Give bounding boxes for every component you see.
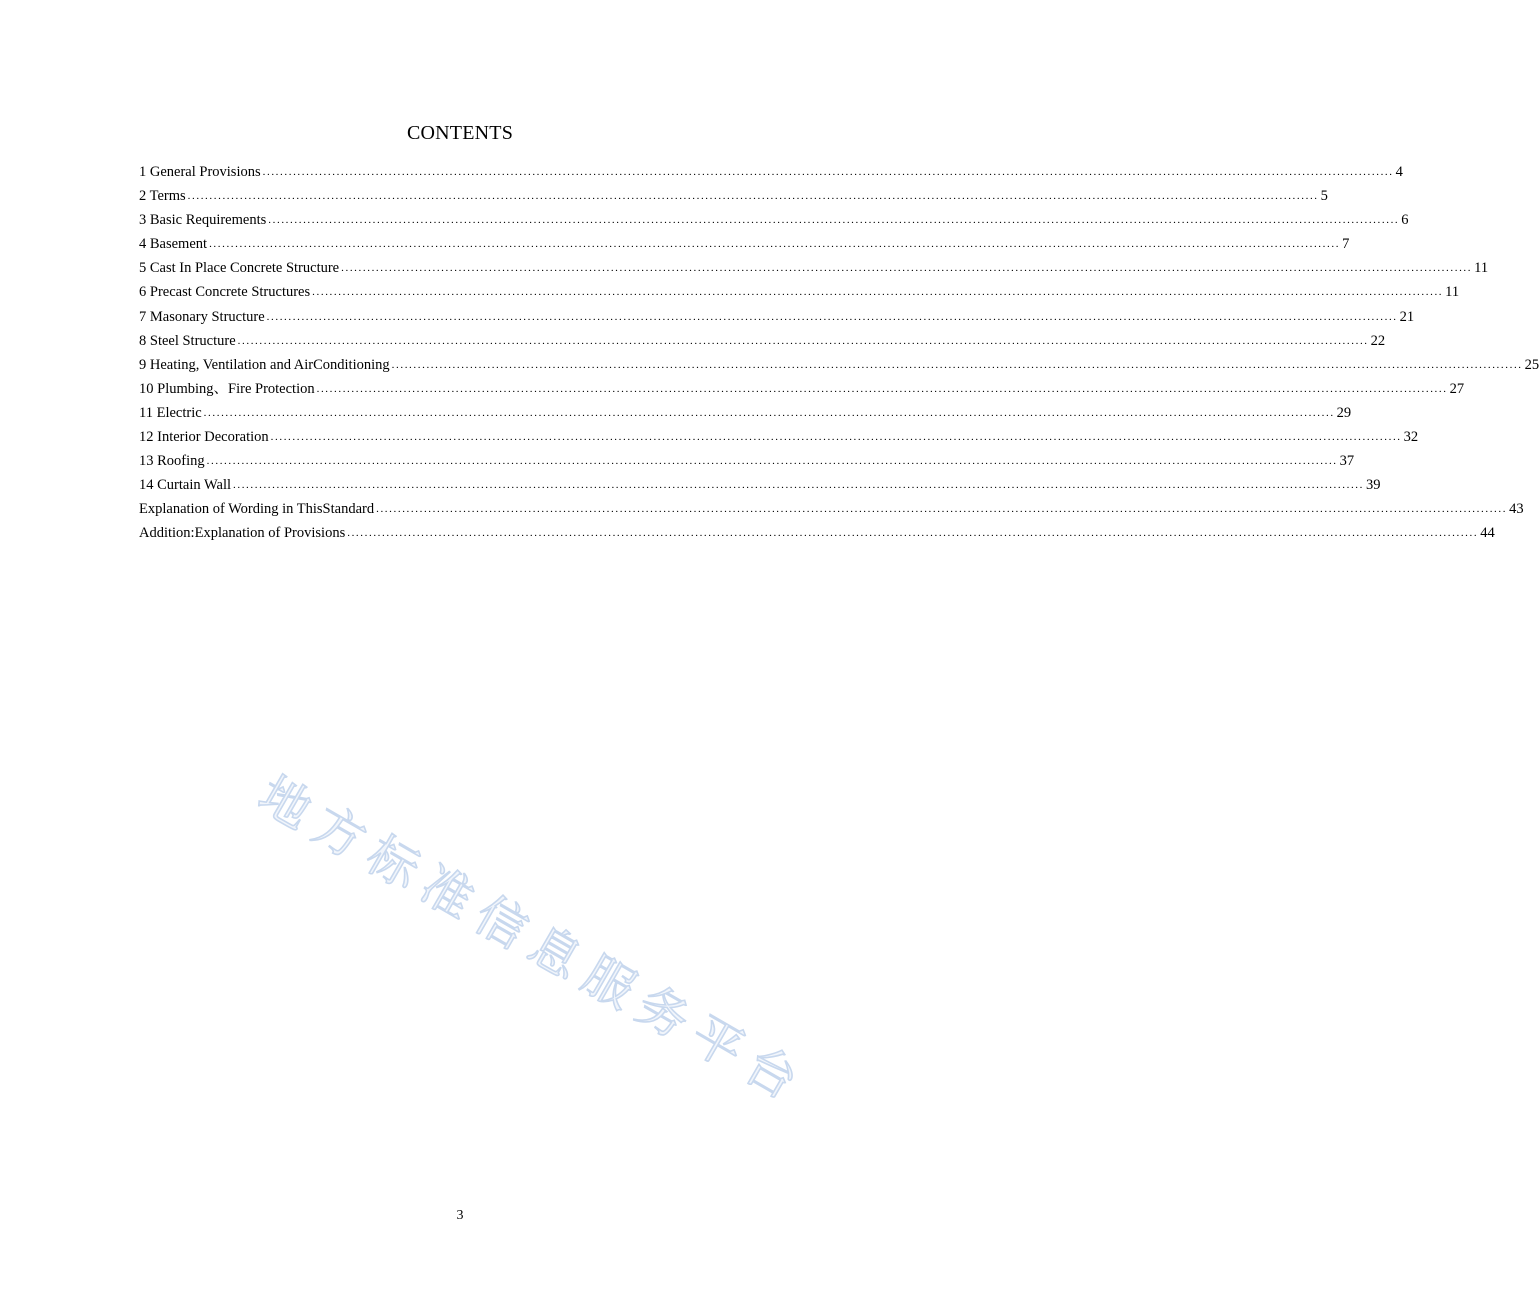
toc-entry-page: 43 bbox=[1509, 501, 1524, 518]
toc-entry-label: 10 Plumbing、Fire Protection bbox=[139, 380, 315, 397]
page-title: CONTENTS bbox=[406, 122, 514, 144]
toc-leader-dots: .................................................................................................................................................................................................................................................................... bbox=[347, 527, 1479, 540]
toc-entry-page: 4 bbox=[1395, 164, 1403, 180]
toc-entry-page: 6 bbox=[1401, 212, 1409, 229]
toc-entry-label: 8 Steel Structure bbox=[139, 332, 236, 349]
toc-entry[interactable] bbox=[139, 331, 1386, 355]
toc-leader-dots: .................................................................................................................................................................................................................................................................... bbox=[376, 503, 1508, 516]
toc-leader-dots: .................................................................................................................................................................................................................................................................... bbox=[268, 214, 1400, 227]
toc-entry-page: 44 bbox=[1480, 525, 1495, 542]
toc-leader-dots: .................................................................................................................................................................................................................................................................... bbox=[237, 334, 1369, 347]
toc-leader-dots: .................................................................................................................................................................................................................................................................... bbox=[233, 479, 1364, 492]
toc-entry-label: 14 Curtain Wall bbox=[139, 477, 231, 494]
watermark-char: 准 bbox=[411, 855, 484, 931]
toc-entry[interactable] bbox=[139, 427, 1419, 451]
watermark bbox=[225, 755, 808, 1111]
toc-entry[interactable] bbox=[139, 162, 1403, 186]
toc-entry-label: 5 Cast In Place Concrete Structure bbox=[139, 260, 340, 277]
watermark-char: 服 bbox=[573, 945, 646, 1021]
toc-entry-page: 29 bbox=[1336, 404, 1352, 421]
toc-entry[interactable] bbox=[139, 475, 1381, 499]
toc-leader-dots: .................................................................................................................................................................................................................................................................... bbox=[203, 406, 1335, 419]
watermark-char: 方 bbox=[303, 795, 376, 871]
toc-leader-dots: .................................................................................................................................................................................................................................................................... bbox=[209, 238, 1341, 251]
toc-entry-label: 4 Basement bbox=[139, 236, 208, 253]
toc-entry-page: 37 bbox=[1339, 453, 1355, 470]
watermark-char: 信 bbox=[465, 885, 538, 961]
toc-entry-label: 7 Masonary Structure bbox=[139, 308, 265, 325]
toc-entry[interactable] bbox=[139, 451, 1355, 475]
toc-entry-label: 3 Basic Requirements bbox=[139, 212, 267, 229]
toc-leader-dots: .................................................................................................................................................................................................................................................................... bbox=[270, 431, 1402, 444]
toc-leader-dots: .................................................................................................................................................................................................................................................................... bbox=[316, 382, 1448, 395]
toc-leader-dots: .................................................................................................................................................................................................................................................................... bbox=[341, 262, 1473, 275]
watermark-char: 地 bbox=[249, 765, 322, 841]
toc-entry-page: 7 bbox=[1342, 236, 1350, 253]
page-number: 3 bbox=[456, 1208, 464, 1223]
toc-entry-page: 32 bbox=[1403, 429, 1419, 446]
toc-entry-page: 11 bbox=[1445, 284, 1460, 301]
toc-entry-label: Explanation of Wording in ThisStandard bbox=[139, 501, 375, 518]
toc-entry-label: 13 Roofing bbox=[139, 453, 205, 470]
toc-entry[interactable] bbox=[139, 210, 1409, 234]
toc-entry-page: 21 bbox=[1399, 308, 1415, 325]
toc-entry[interactable] bbox=[139, 282, 1460, 306]
toc-entry[interactable] bbox=[139, 307, 1415, 331]
table-of-contents bbox=[139, 162, 1539, 548]
toc-entry[interactable] bbox=[139, 379, 1465, 403]
toc-entry[interactable] bbox=[139, 234, 1350, 258]
watermark-char: 标 bbox=[357, 825, 430, 901]
toc-entry[interactable] bbox=[139, 523, 1495, 547]
toc-entry[interactable] bbox=[139, 355, 1539, 379]
toc-leader-dots: .................................................................................................................................................................................................................................................................... bbox=[312, 286, 1444, 299]
toc-entry-label: 12 Interior Decoration bbox=[139, 429, 269, 446]
toc-entry-page: 27 bbox=[1449, 380, 1465, 397]
toc-entry-label: Addition:Explanation of Provisions bbox=[139, 525, 346, 542]
toc-entry-page: 11 bbox=[1474, 260, 1489, 277]
watermark-char: 平 bbox=[681, 1005, 754, 1081]
toc-entry-label: 6 Precast Concrete Structures bbox=[139, 284, 311, 301]
watermark-char: 息 bbox=[519, 915, 592, 991]
toc-entry[interactable] bbox=[139, 258, 1489, 282]
watermark-char: 台 bbox=[735, 1035, 808, 1111]
watermark-char: 务 bbox=[627, 975, 700, 1051]
toc-entry-label: 1 General Provisions bbox=[139, 164, 261, 180]
toc-entry[interactable] bbox=[139, 403, 1352, 427]
toc-entry-page: 39 bbox=[1366, 477, 1381, 494]
toc-leader-dots: .................................................................................................................................................................................................................................................................... bbox=[266, 310, 1398, 323]
toc-entry-label: 2 Terms bbox=[139, 188, 186, 205]
toc-entry-label: 9 Heating, Ventilation and AirConditioning bbox=[139, 356, 390, 373]
toc-leader-dots: .................................................................................................................................................................................................................................................................... bbox=[262, 166, 1394, 178]
toc-leader-dots: .................................................................................................................................................................................................................................................................... bbox=[187, 190, 1319, 203]
toc-leader-dots: .................................................................................................................................................................................................................................................................... bbox=[206, 455, 1338, 468]
toc-entry-page: 5 bbox=[1320, 188, 1328, 205]
toc-leader-dots: .................................................................................................................................................................................................................................................................... bbox=[391, 358, 1523, 371]
toc-entry[interactable] bbox=[139, 499, 1524, 523]
toc-entry-page: 25 bbox=[1524, 356, 1539, 373]
toc-entry[interactable] bbox=[139, 186, 1328, 210]
toc-entry-page: 22 bbox=[1370, 332, 1386, 349]
toc-entry-label: 11 Electric bbox=[139, 404, 202, 421]
